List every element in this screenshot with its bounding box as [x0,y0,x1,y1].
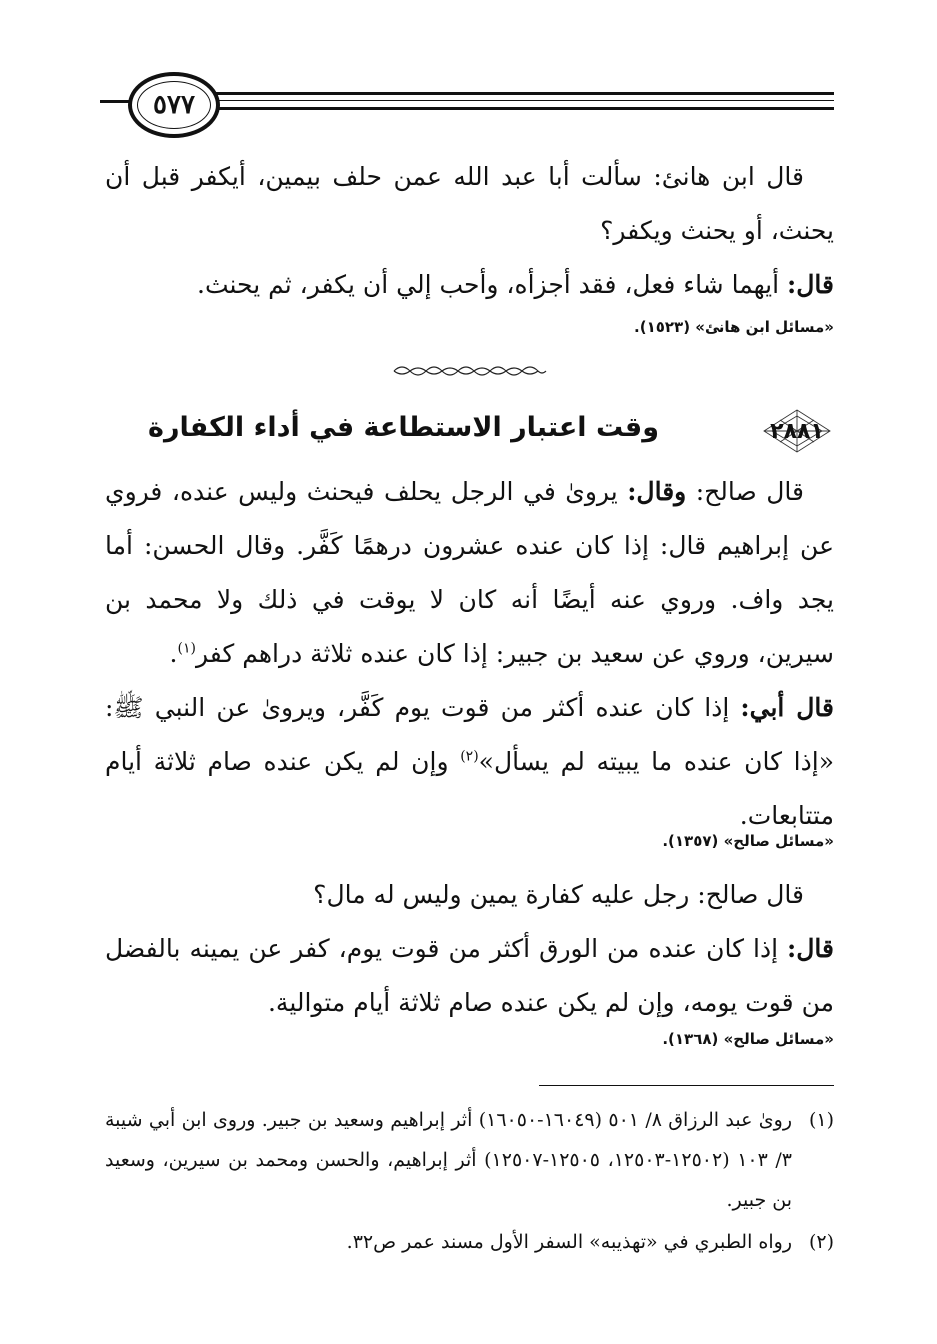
footnote-number: (١) [808,1109,834,1131]
abi-label: قال أبي: [740,693,834,722]
salih-paragraph [105,465,834,681]
section-number: ٢٨٨١ [770,418,824,444]
footnote-text: روىٰ عبد الرزاق ٨/ ٥٠١ (١٦٠٤٩-١٦٠٥٠) أثر إبراهيم وسعيد بن جبير. وروى ابن أبي شيبة ٣/ ١٠٣ (١٢٥٠٢-١٢٥٠٣، ١٢٥٠٥-١٢٥٠٧) أثر إبراهيم، والحسن ومحمد بن سيرين، وسعيد بن جبير. [105,1109,793,1211]
section-number-badge [760,408,834,454]
footnote-2 [105,1222,834,1262]
citation: «مسائل صالح» (١٣٥٧). [662,832,834,850]
salih-intro: قال صالح: [686,477,804,506]
sentence-end: . [169,639,178,668]
footnote-marker-2: (٢) [460,748,479,765]
abi-text: إذا كان عنده أكثر من قوت يوم كَفَّر، ويروىٰ عن النبي ﷺ: «إذا كان عنده ما يبيته لم يسأل» [105,693,835,776]
footnote-marker-1: (١) [177,640,196,657]
ornament-divider [390,362,550,380]
citation: «مسائل ابن هانئ» (١٥٢٣). [634,318,834,336]
salih-text: يروىٰ في الرجل يحلف فيحنث وليس عنده، فروي عن إبراهيم قال: إذا كان عنده عشرون درهمًا كَفَّر. وقال الحسن: أما يجد واف. وروي عنه أيضًا أنه كان لا يوقت في ذلك ولا محمد بن سيرين، وروي عن سعيد بن جبير: إذا كان عنده ثلاثة دراهم كفر [105,477,834,668]
header-rule [100,100,130,103]
footnote-separator [539,1085,834,1086]
question-text: قال ابن هانئ: سألت أبا عبد الله عمن حلف بيمين، أيكفر قبل أن يحنث، أو يحنث ويكفر؟ [105,162,834,245]
answer-text-2: إذا كان عنده من الورق أكثر من قوت يوم، كفر عن يمينه بالفضل من قوت يومه، وإن لم يكن عنده صام ثلاثة أيام متوالية. [105,934,834,1017]
section-title: وقت اعتبار الاستطاعة في أداء الكفارة [148,412,659,443]
page-number: ٥٧٧ [128,72,220,138]
answer-text: أيهما شاء فعل، فقد أجزأه، وأحب إلي أن يكفر، ثم يحنث. [197,270,788,299]
abi-text-cont: وإن لم يكن عنده صام ثلاثة أيام متتابعات. [105,747,834,830]
footnote-text: رواه الطبري في «تهذيبه» السفر الأول مسند عمر ص٣٢. [346,1231,792,1253]
header-rule [204,92,834,95]
page-header [100,62,834,152]
header-rule [204,107,834,110]
footnote-number: (٢) [808,1231,834,1253]
answer-label: قال: [787,270,834,299]
footnote-1 [105,1100,834,1220]
answer-paragraph-2 [105,922,834,1030]
question-text-2: قال صالح: رجل عليه كفارة يمين وليس له مال؟ [313,880,804,909]
answer-label-2: قال: [787,934,834,963]
question-paragraph [105,150,834,258]
header-rule [204,100,834,101]
section-heading [105,408,834,458]
citation: «مسائل صالح» (١٣٦٨). [662,1030,834,1048]
question-paragraph-2 [105,868,834,922]
qal-label: وقال: [627,477,687,506]
answer-paragraph [105,258,834,312]
abi-paragraph [105,681,834,843]
